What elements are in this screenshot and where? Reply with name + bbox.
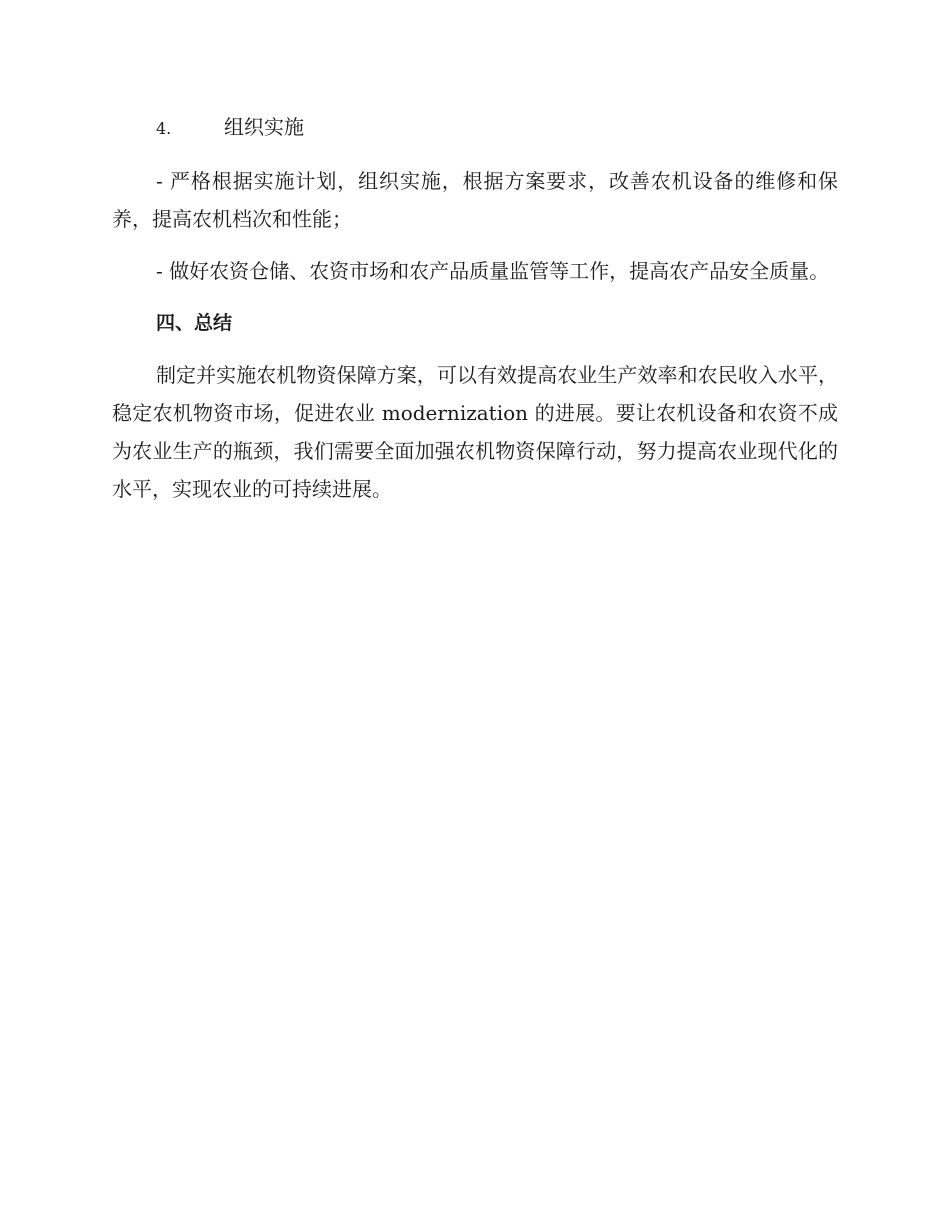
bullet-paragraph-maintenance: - 严格根据实施计划，组织实施，根据方案要求，改善农机设备的维修和保养，提高农机档次和性能； <box>112 169 838 231</box>
summary-paragraph: 制定并实施农机物资保障方案，可以有效提高农业生产效率和农民收入水平，稳定农机物资市场，促进农业 modernization 的进展。要让农机设备和农资不成为农业生产的瓶颈，我们需要全面加强农机物资保障行动，努力提高农业现代化的水平，实现农业的可持续进展。 <box>112 363 838 501</box>
section-heading-summary: 四、总结 <box>156 312 233 334</box>
document-page <box>112 108 838 522</box>
list-item-heading <box>112 108 838 148</box>
list-item-number: 4. <box>156 119 172 138</box>
bullet-paragraph-supervision: - 做好农资仓储、农资市场和农产品质量监管等工作，提高农产品安全质量。 <box>156 259 830 283</box>
list-item-title: 组织实施 <box>224 115 304 139</box>
